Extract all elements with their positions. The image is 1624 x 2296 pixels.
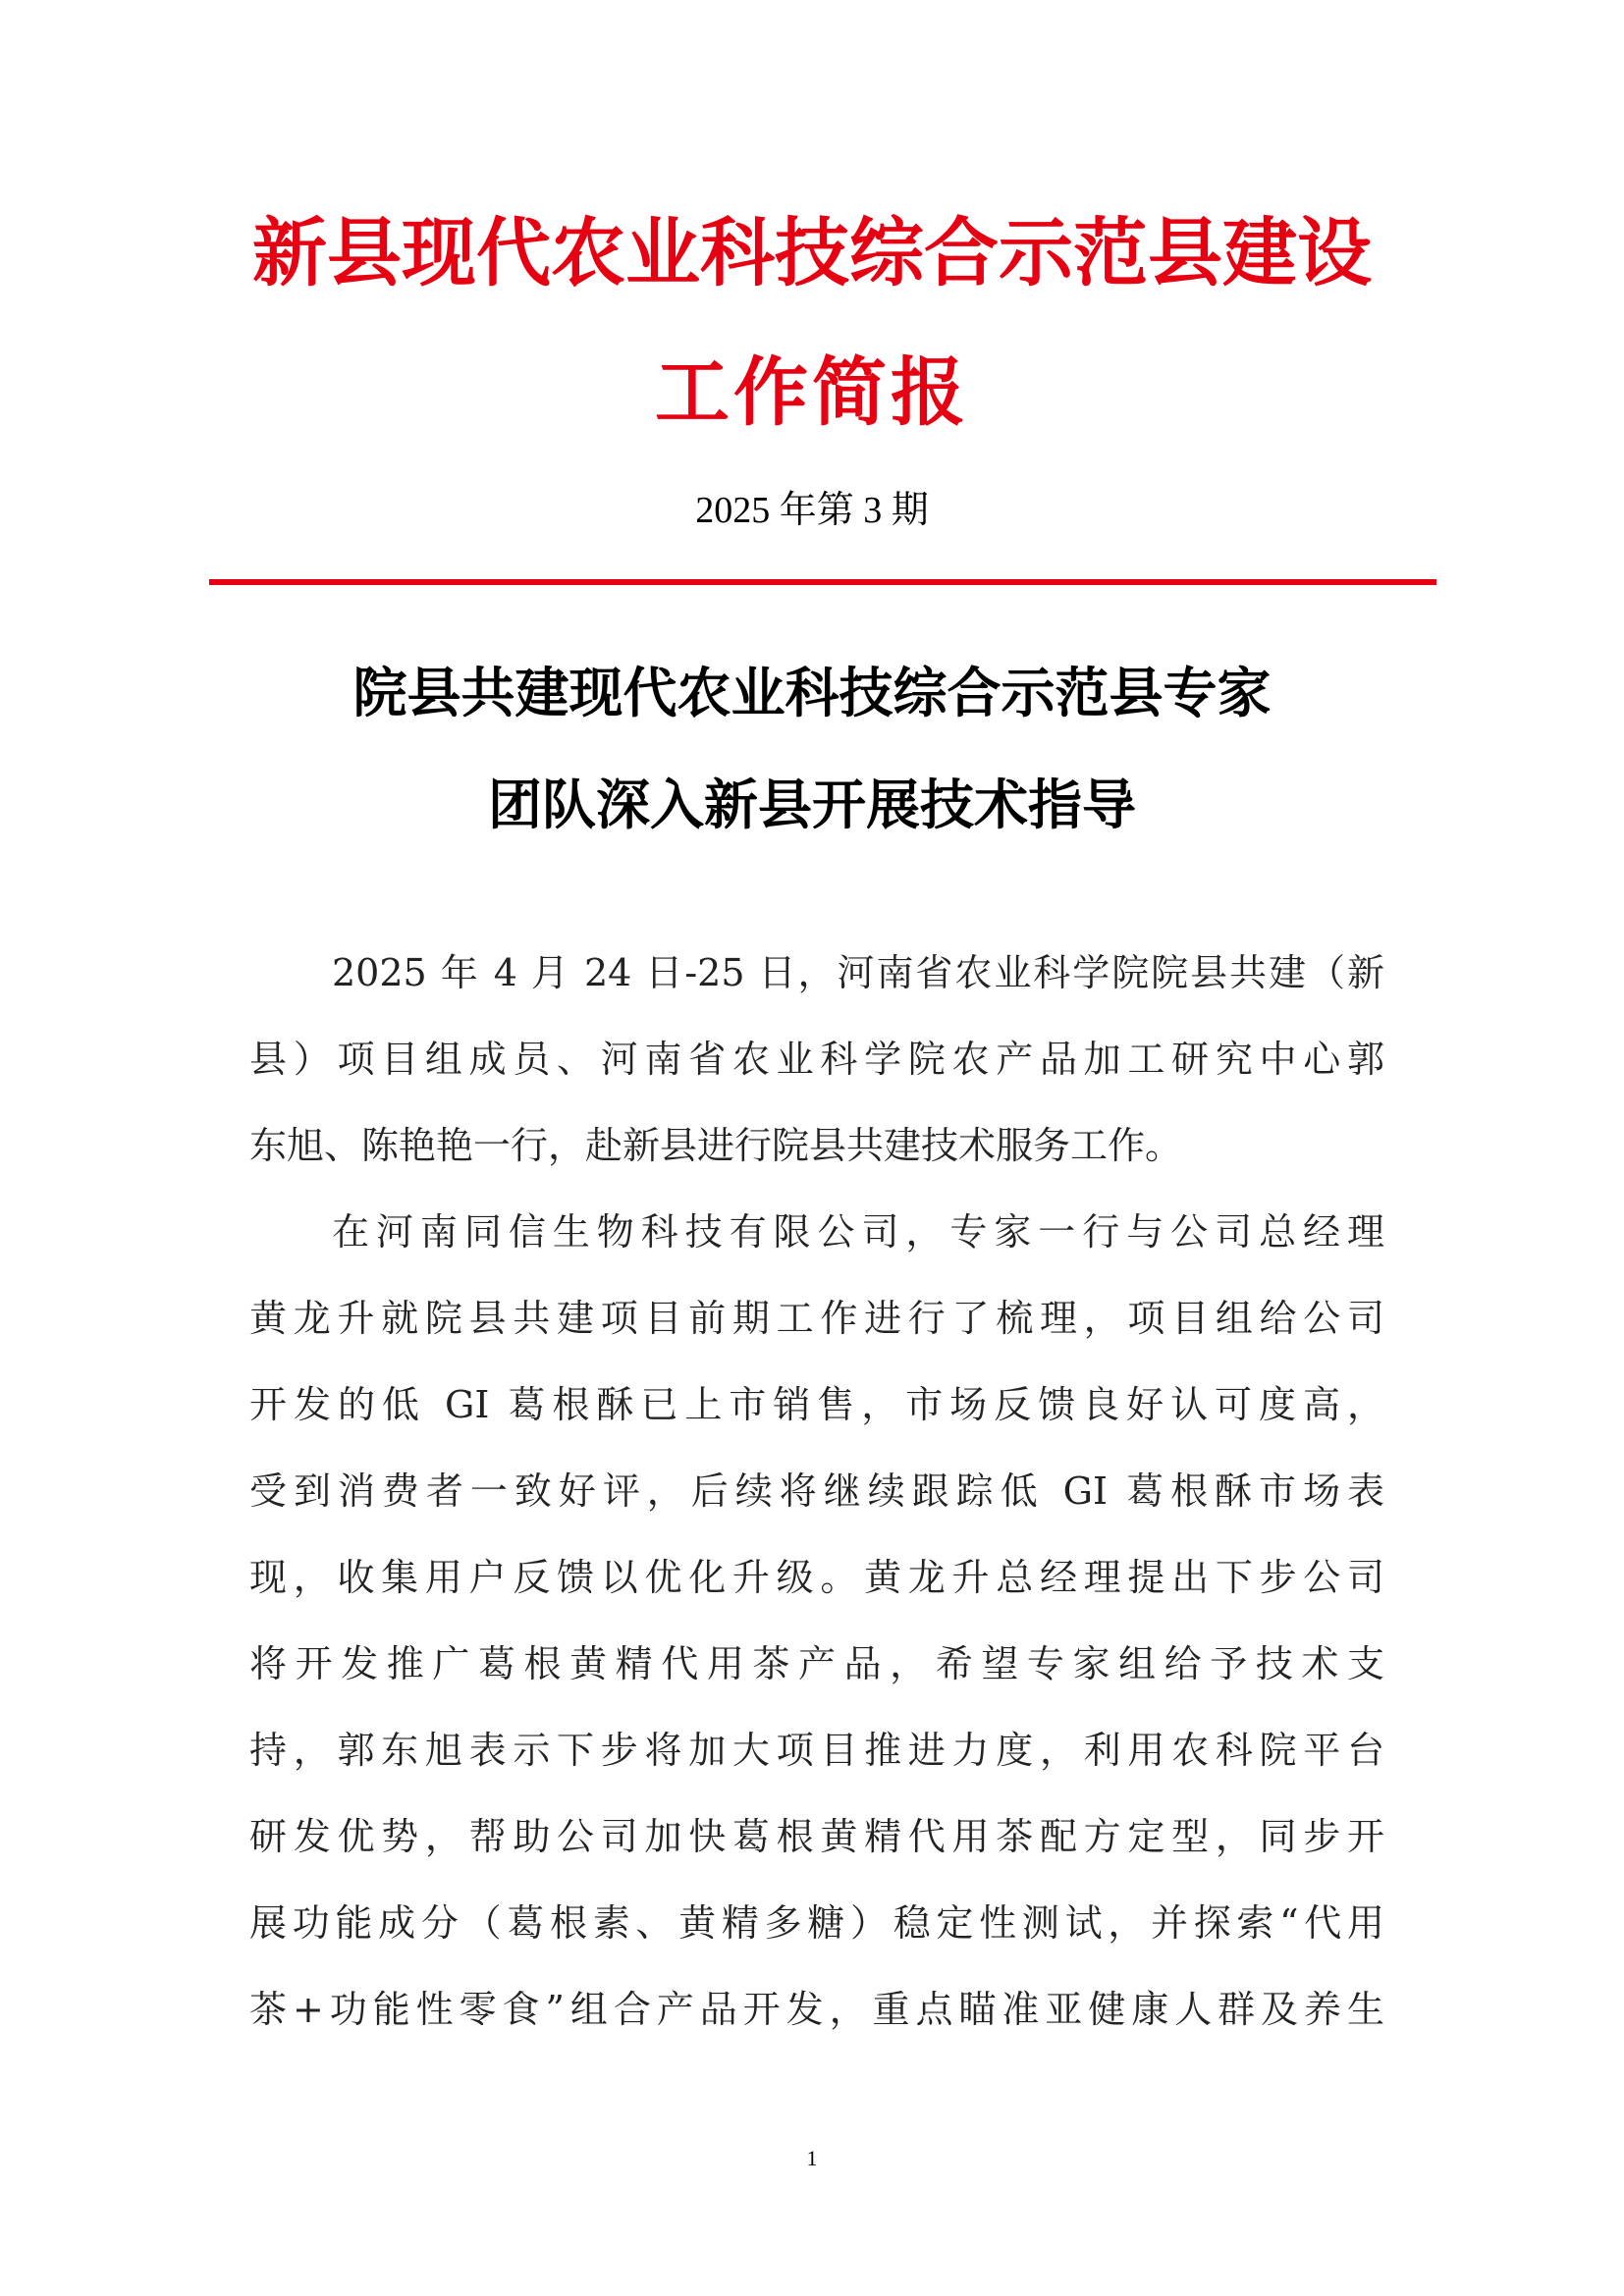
body-line: 展功能成分（葛根素、黄精多糖）稳定性测试，并探索“代用 bbox=[249, 1901, 1384, 1945]
body-line: 2025 年 4 月 24 日-25 日，河南省农业科学院院县共建（新 bbox=[332, 951, 1384, 994]
page-number: 1 bbox=[806, 2146, 818, 2170]
body-line: 黄龙升就院县共建项目前期工作进行了梳理，项目组给公司 bbox=[249, 1297, 1384, 1340]
body-line: 现，收集用户反馈以优化升级。黄龙升总经理提出下步公司 bbox=[249, 1556, 1384, 1599]
body-line: 东旭、陈艳艳一行，赴新县进行院县共建技术服务工作。 bbox=[249, 1124, 1183, 1167]
body-line: 在河南同信生物科技有限公司，专家一行与公司总经理 bbox=[332, 1210, 1384, 1254]
article-headline-line1: 院县共建现代农业科技综合示范县专家 bbox=[352, 661, 1272, 724]
body-line: 研发优势，帮助公司加快葛根黄精代用茶配方定型，同步开 bbox=[249, 1815, 1384, 1858]
article-body bbox=[249, 942, 1384, 2065]
red-divider-rule bbox=[209, 579, 1436, 585]
body-line: 县）项目组成员、河南省农业科学院农产品加工研究中心郭 bbox=[249, 1038, 1384, 1081]
issue-number: 2025 年第 3 期 bbox=[695, 490, 929, 531]
body-line: 持，郭东旭表示下步将加大项目推进力度，利用农科院平台 bbox=[249, 1729, 1384, 1772]
masthead-title-line2: 工作简报 bbox=[655, 348, 969, 436]
body-line: 开发的低 GI 葛根酥已上市销售，市场反馈良好认可度高， bbox=[249, 1383, 1384, 1426]
article-headline-line2: 团队深入新县开展技术指导 bbox=[487, 773, 1136, 836]
masthead-title-line1: 新县现代农业科技综合示范县建设 bbox=[252, 209, 1372, 296]
body-line: 将开发推广葛根黄精代用茶产品，希望专家组给予技术支 bbox=[249, 1642, 1384, 1685]
body-line: 受到消费者一致好评，后续将继续跟踪低 GI 葛根酥市场表 bbox=[249, 1469, 1384, 1513]
body-line: 茶+功能性零食”组合产品开发，重点瞄准亚健康人群及养生 bbox=[249, 1988, 1384, 2031]
